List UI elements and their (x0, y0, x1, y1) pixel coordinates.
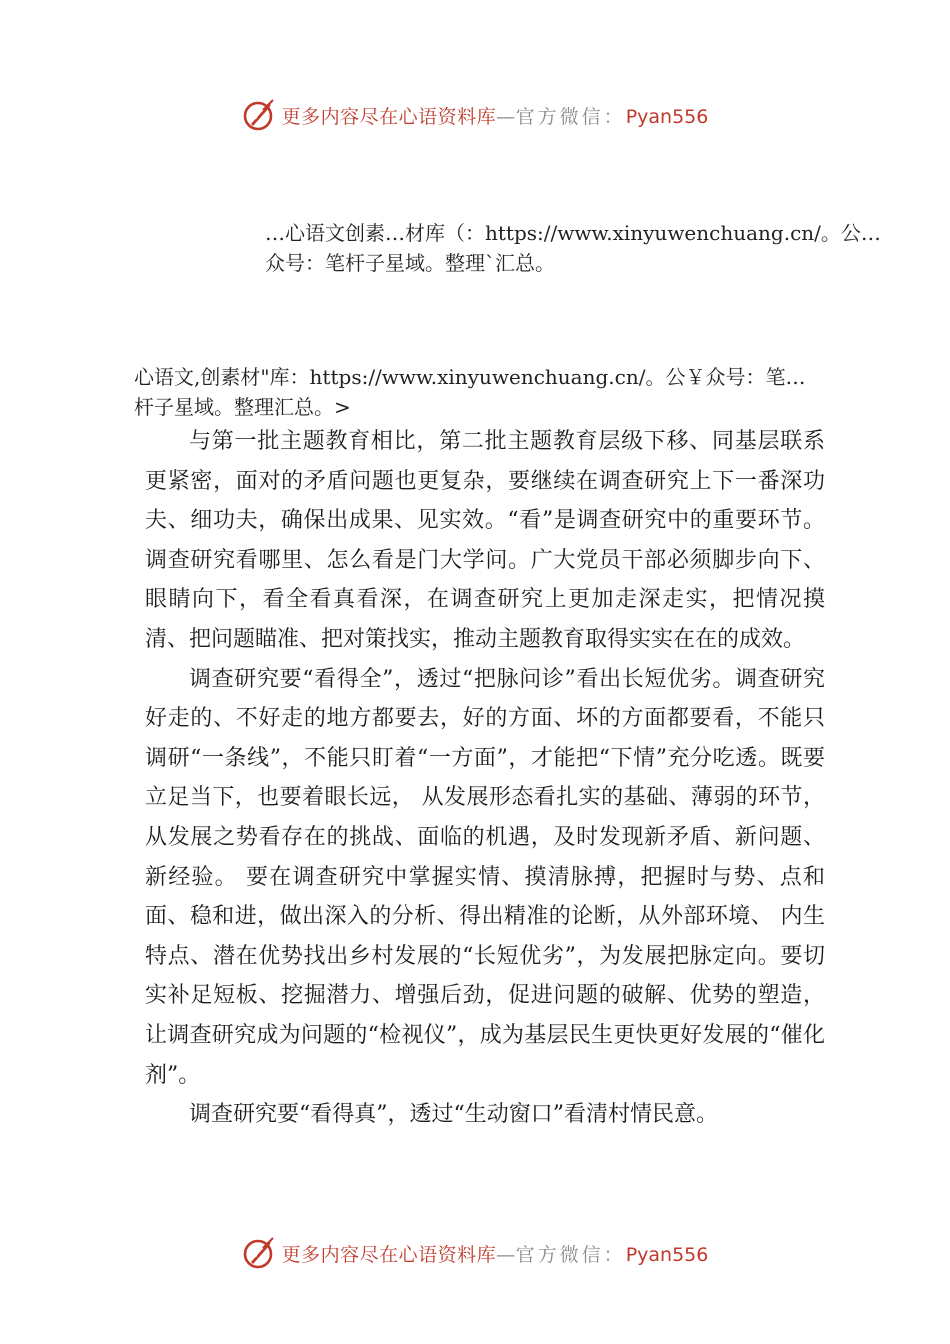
source-note-2: 心语文,创素材"库：https://www.xinyuwenchuang.cn/。公￥众号：笔…杆子星域。整理汇总。> (134, 365, 806, 419)
source-note-1: …心语文创素…材库（：https://www.xinyuwenchuang.cn/。公…众号：笔杆子星域。整理`汇总。 (265, 221, 881, 275)
footer-text (282, 1240, 709, 1267)
header-wechat-id: Pyan556 (625, 105, 709, 128)
header-dash: — (496, 105, 516, 128)
header-banner (0, 95, 950, 135)
paragraph: 调查研究要“看得真”，透过“生动窗口”看清村情民意。 (189, 1102, 718, 1128)
footer-wechat-label: 官方微信： (515, 1243, 626, 1266)
footer-banner (0, 1233, 950, 1273)
footer-wechat-id: Pyan556 (625, 1243, 709, 1266)
header-text (282, 102, 709, 129)
paragraph: 与第一批主题教育相比，第二批主题教育层级下移、同基层联系更紧密，面对的矛盾问题也更复杂，要继续在调查研究上下一番深功夫、细功夫，确保出成果、见实效。“看”是调查研究中的重要环节。调查研究看哪里、怎么看是门大学问。广大党员干部必须脚步向下、眼睛向下，看全看真看深，在调查研究上更加走深走实，把情况摸清、把问题瞄准、把对策找实，推动主题教育取得实实在在的成效。 (145, 429, 825, 652)
footer-brand: 更多内容尽在心语资料库 (281, 1243, 497, 1266)
footer-dash: — (496, 1243, 516, 1266)
article-body (145, 422, 825, 1135)
header-wechat-label: 官方微信： (515, 105, 626, 128)
quill-logo-icon (242, 97, 278, 133)
paragraph: 调查研究要“看得全”，透过“把脉问诊”看出长短优劣。调查研究好走的、不好走的地方都要去，好的方面、坏的方面都要看，不能只调研“一条线”，不能只盯着“一方面”，才能把“下情”充分吃透。既要立足当下，也要着眼长远， 从发展形态看扎实的基础、薄弱的环节，从发展之势看存在的挑战、面临的机遇，及时发现新矛盾、新问题、新经验。 要在调查研究中掌握实情、摸清脉搏，把握时与势、点和面、稳和进，做出深入的分析、得出精准的论断，从外部环境、 内生特点、潜在优势找出乡村发展的“长短优劣”，为发展把脉定向。要切实补足短板、挖掘潜力、增强后劲，促进问题的破解、优势的塑造，让调查研究成为问题的“检视仪”，成为基层民生更快更好发展的“催化剂”。 (145, 666, 825, 1088)
quill-logo-icon (242, 1235, 278, 1271)
header-brand: 更多内容尽在心语资料库 (281, 105, 497, 128)
